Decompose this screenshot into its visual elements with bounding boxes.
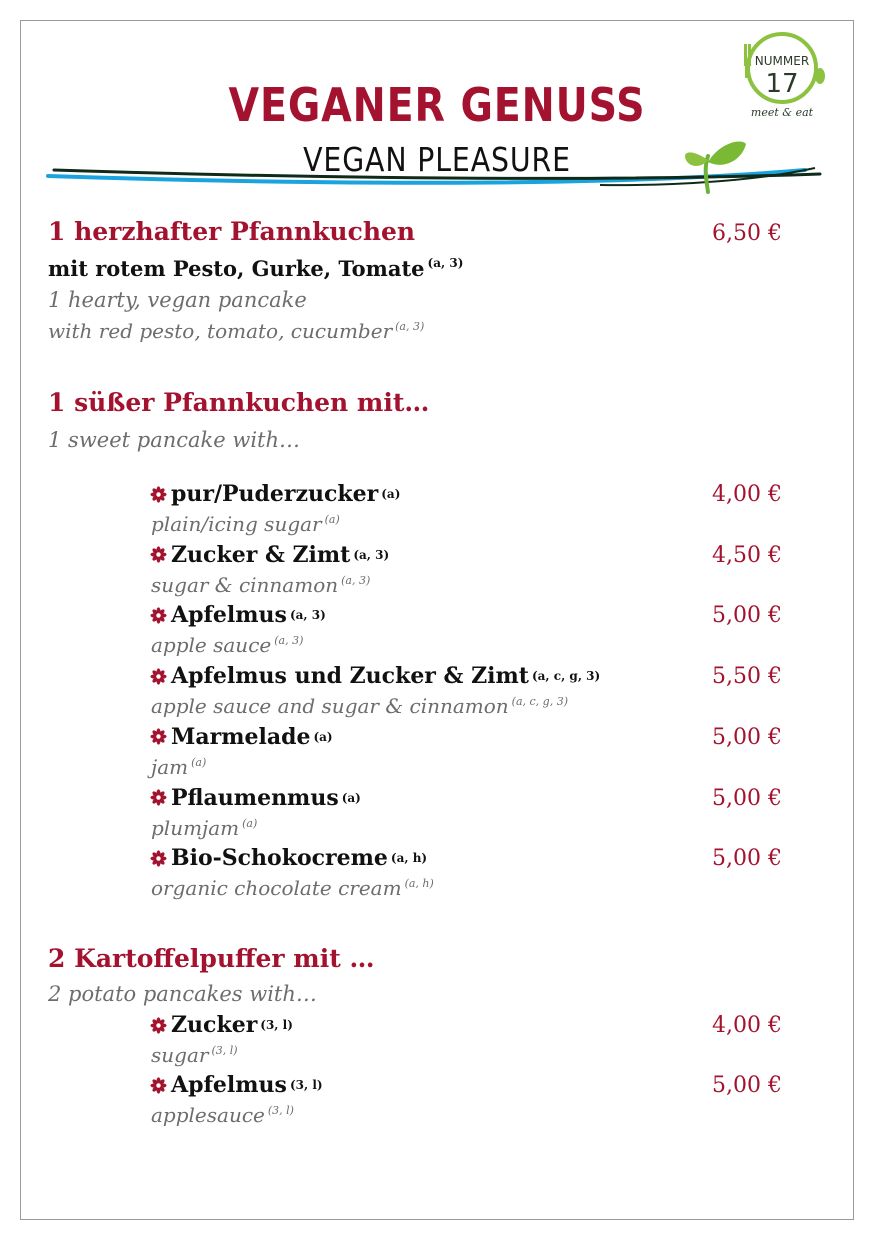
menu-item-name: Marmelade [171, 723, 311, 750]
section3-title-en: 2 potato pancakes with… [48, 982, 317, 1006]
menu-item: Marmelade (a) [150, 724, 333, 750]
menu-item: Pflaumenmus (a) [150, 785, 361, 811]
flower-bullet-icon [150, 1017, 167, 1034]
logo-line2: 17 [765, 69, 799, 99]
menu-item-price: 4,00 € [712, 482, 782, 507]
menu-item-english: apple sauce and sugar & cinnamon $^{(a, c, g, 3)}$ [151, 694, 568, 719]
menu-item-price: 5,00 € [712, 846, 782, 872]
section1-desc-de: mit rotem Pesto, Gurke, Tomate $^{(a, 3)}$ [48, 256, 464, 281]
section1-price: 6,50 € [712, 221, 782, 246]
flower-bullet-icon [150, 668, 167, 685]
menu-item: Apfelmus und Zucker & Zimt (a, c, g, 3) [150, 663, 600, 689]
logo-line1: NUMMER [754, 54, 810, 68]
section3-title: 2 Kartoffelpuffer mit … [48, 944, 375, 973]
flower-bullet-icon [150, 607, 167, 624]
flower-bullet-icon [150, 789, 167, 806]
menu-item-price: 5,00 € [712, 724, 782, 750]
flower-bullet-icon [150, 850, 167, 867]
flower-bullet-icon [150, 486, 167, 503]
menu-item-english: applesauce $^{(3, l)}$ [151, 1103, 294, 1127]
menu-item: Bio-Schokocreme (a, h) [150, 845, 427, 871]
flower-bullet-icon [150, 1077, 167, 1094]
menu-item-name: pur/Puderzucker [171, 481, 379, 507]
menu-item-name: Zucker [171, 1012, 258, 1038]
flower-bullet-icon [150, 546, 167, 563]
menu-item: pur/Puderzucker (a) [150, 481, 400, 507]
menu-item-name: Zucker & Zimt [171, 541, 351, 568]
section2-title: 1 süßer Pfannkuchen mit… [48, 388, 430, 417]
menu-item-price: 5,00 € [712, 603, 782, 629]
flower-bullet-icon [150, 728, 167, 745]
menu-item-english: organic chocolate cream $^{(a, h)}$ [151, 876, 434, 901]
menu-item-name: Bio-Schokocreme [171, 845, 388, 872]
section2-title-en: 1 sweet pancake with… [48, 428, 301, 452]
section1-desc-en: with red pesto, tomato, cucumber $^{(a, 3)}$ [48, 319, 425, 343]
menu-item-name: Pflaumenmus [171, 784, 339, 811]
section1-title: 1 herzhafter Pfannkuchen [48, 217, 416, 246]
menu-item: Apfelmus (3, l) [150, 1072, 323, 1098]
menu-item-price: 4,00 € [712, 1013, 782, 1038]
menu-item-english: sugar $^{(3, l)}$ [151, 1043, 238, 1067]
menu-item: Apfelmus (a, 3) [150, 602, 326, 628]
menu-item-english: plain/icing sugar $^{(a)}$ [151, 512, 340, 536]
page-subtitle: VEGAN PLEASURE [303, 140, 571, 179]
menu-item: Zucker & Zimt (a, 3) [150, 542, 389, 568]
menu-item-english: jam $^{(a)}$ [151, 754, 207, 779]
menu-item-name: Apfelmus [171, 1072, 287, 1098]
menu-item-name: Apfelmus [171, 602, 287, 629]
menu-item-price: 5,50 € [712, 664, 782, 690]
menu-item-price: 4,50 € [712, 542, 782, 568]
menu-item-english: sugar & cinnamon $^{(a, 3)}$ [151, 572, 371, 597]
menu-item-english: plumjam $^{(a)}$ [151, 815, 258, 840]
menu-item-name: Apfelmus und Zucker & Zimt [171, 663, 529, 690]
section1-title-en: 1 hearty, vegan pancake [48, 288, 307, 312]
logo-tagline: meet & eat [750, 106, 814, 119]
menu-item-price: 5,00 € [712, 785, 782, 811]
menu-item-english: apple sauce $^{(a, 3)}$ [151, 633, 304, 658]
menu-item: Zucker (3, l) [150, 1012, 293, 1038]
page-title: VEGANER GENUSS [228, 78, 646, 132]
menu-item-price: 5,00 € [712, 1073, 782, 1098]
